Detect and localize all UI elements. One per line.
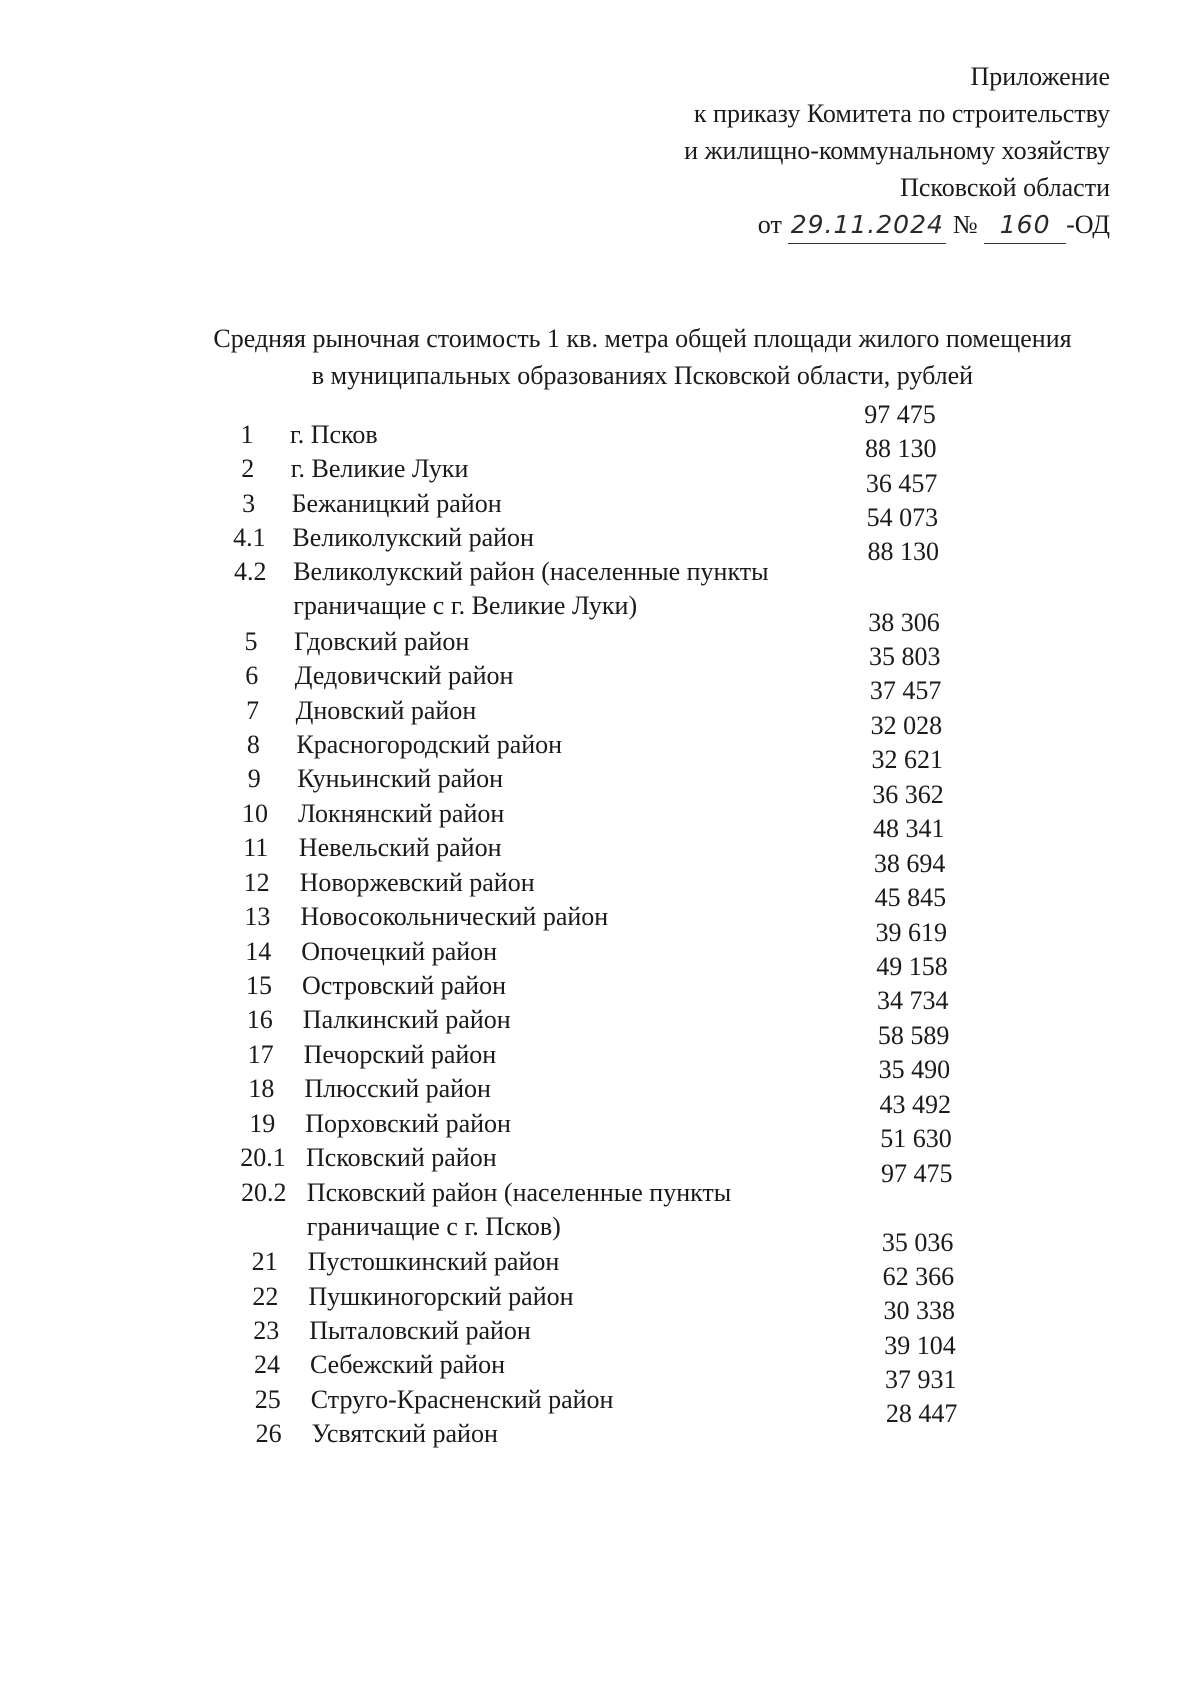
row-number: 13 xyxy=(244,902,271,931)
row-number: 4.1 xyxy=(233,523,266,552)
price-value: 35 803 xyxy=(869,642,941,671)
price-value: 35 490 xyxy=(878,1055,951,1084)
municipality-name: Усвятский район xyxy=(311,1419,498,1448)
row-number: 20.2 xyxy=(241,1178,287,1207)
row-number: 18 xyxy=(248,1074,275,1103)
row-number: 22 xyxy=(252,1282,279,1311)
municipality-name: Локнянский район xyxy=(298,799,505,828)
municipality-name: г. Великие Луки xyxy=(290,454,469,483)
row-number: 6 xyxy=(245,661,259,690)
municipality-name: Порховский район xyxy=(305,1109,511,1138)
municipality-name: Пыталовский район xyxy=(309,1316,531,1345)
price-value: 88 130 xyxy=(867,537,939,566)
price-value: 30 338 xyxy=(883,1296,955,1325)
price-value: 35 036 xyxy=(881,1228,954,1257)
price-value: 51 630 xyxy=(880,1124,952,1153)
document-title-line: в муниципальных образованиях Псковской области, рублей xyxy=(311,361,974,390)
municipality-name: Бежаницкий район xyxy=(291,489,502,518)
municipality-name: Великолукский район (населенные пункты xyxy=(293,557,769,586)
document-title-line: Средняя рыночная стоимость 1 кв. метра общей площади жилого помещения xyxy=(213,324,1072,353)
row-number: 26 xyxy=(255,1419,282,1448)
row-number: 21 xyxy=(251,1247,278,1276)
row-number: 7 xyxy=(246,696,260,725)
appendix-line: и жилищно-коммунальному хозяйству xyxy=(684,136,1110,165)
municipality-name: Пушкиногорский район xyxy=(308,1282,574,1311)
price-value: 37 931 xyxy=(885,1365,957,1394)
municipality-name: Великолукский район xyxy=(292,523,534,552)
price-value: 49 158 xyxy=(876,952,948,981)
row-number: 19 xyxy=(249,1109,276,1138)
municipality-name: Печорский район xyxy=(303,1040,497,1069)
municipality-name: Гдовский район xyxy=(294,627,470,656)
municipality-name: Дедовичский район xyxy=(294,661,514,690)
row-number: 25 xyxy=(254,1385,281,1414)
price-value: 32 028 xyxy=(870,711,943,740)
price-value: 45 845 xyxy=(874,883,947,912)
order-prefix: от xyxy=(757,210,782,239)
row-number: 12 xyxy=(243,868,270,897)
order-date: 29.11.2024 xyxy=(788,206,946,244)
row-number: 1 xyxy=(240,420,254,449)
municipality-name: Новосокольнический район xyxy=(300,902,609,931)
row-number: 16 xyxy=(246,1005,273,1034)
municipality-name: Псковский район xyxy=(306,1143,497,1172)
row-number: 2 xyxy=(241,454,255,483)
price-value: 88 130 xyxy=(865,434,937,463)
price-value: 36 457 xyxy=(865,469,938,498)
price-value: 32 621 xyxy=(871,745,943,774)
price-value: 43 492 xyxy=(879,1090,951,1119)
price-value: 39 104 xyxy=(884,1331,956,1360)
municipality-name: Опочецкий район xyxy=(301,937,498,966)
appendix-title: Приложение xyxy=(970,62,1110,91)
order-number-sign: № xyxy=(952,210,978,239)
row-number: 15 xyxy=(246,971,272,1000)
price-value: 58 589 xyxy=(877,1021,950,1050)
order-number: 160 xyxy=(984,206,1066,244)
appendix-line: Псковской области xyxy=(900,173,1110,202)
municipality-name: Струго-Красненский район xyxy=(310,1385,614,1414)
row-number: 17 xyxy=(247,1040,274,1069)
price-value: 62 366 xyxy=(882,1262,955,1291)
row-number: 23 xyxy=(253,1316,280,1345)
price-value: 38 694 xyxy=(873,849,946,878)
order-suffix: -ОД xyxy=(1066,210,1110,239)
municipality-name: Себежский район xyxy=(310,1350,505,1379)
price-value: 36 362 xyxy=(872,780,944,809)
municipality-name: Плюсский район xyxy=(304,1074,491,1103)
row-number: 9 xyxy=(247,764,261,793)
row-number: 14 xyxy=(245,937,272,966)
row-number: 4.2 xyxy=(233,557,267,586)
price-value: 28 447 xyxy=(885,1399,958,1428)
appendix-line: к приказу Комитета по строительству xyxy=(693,99,1110,128)
price-value: 97 475 xyxy=(881,1159,953,1188)
municipality-name: Псковский район (населенные пункты xyxy=(306,1178,732,1207)
municipality-name-continued: граничащие с г. Псков) xyxy=(306,1212,561,1241)
row-number: 10 xyxy=(242,799,268,828)
row-number: 24 xyxy=(254,1350,280,1379)
price-value: 97 475 xyxy=(864,400,936,429)
municipality-name: Невельский район xyxy=(298,833,502,862)
price-value: 38 306 xyxy=(868,608,940,637)
price-value: 54 073 xyxy=(866,503,939,532)
municipality-name: Новоржевский район xyxy=(299,868,535,897)
municipality-name: Палкинский район xyxy=(302,1005,511,1034)
municipality-name: г. Псков xyxy=(290,420,378,449)
price-value: 37 457 xyxy=(869,676,942,705)
price-value: 39 619 xyxy=(875,918,947,947)
municipality-name: Островский район xyxy=(302,971,506,1000)
municipality-name: Куньинский район xyxy=(297,764,504,793)
municipality-name: Дновский район xyxy=(295,696,477,725)
municipality-name-continued: граничащие с г. Великие Луки) xyxy=(293,591,638,620)
municipality-name: Красногородский район xyxy=(296,730,563,759)
row-number: 20.1 xyxy=(240,1143,286,1172)
row-number: 5 xyxy=(244,627,258,656)
price-value: 34 734 xyxy=(877,986,949,1015)
row-number: 3 xyxy=(242,489,256,518)
row-number: 8 xyxy=(246,730,260,759)
price-value: 48 341 xyxy=(873,814,945,843)
municipality-name: Пустошкинский район xyxy=(307,1247,560,1276)
row-number: 11 xyxy=(243,833,269,862)
